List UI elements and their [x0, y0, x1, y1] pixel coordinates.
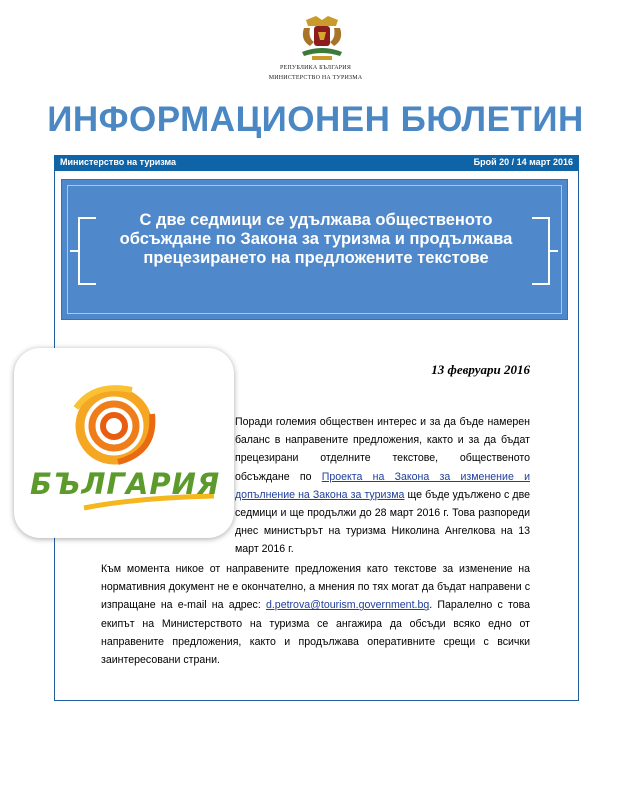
- ministry-label: МИНИСТЕРСТВО НА ТУРИЗМА: [268, 75, 363, 81]
- paragraph-1-text-a: Поради големия обществен интерес и за да бъде намерен баланс в направените предложения, както и за да бъдат прецезирани отделните текстове, общественото обсъждане по: [235, 416, 530, 483]
- bulgaria-logo-text: БЪЛГАРИЯ: [30, 467, 221, 501]
- contact-email-link[interactable]: d.petrova@tourism.government.bg: [265, 599, 430, 612]
- paragraph-2-text-b: . Паралелно с това екипът на Министерството на туризма се ангажира да обсъди всяко едно от направените предложения, както и продължава оперативните срещи с всички заинтересовани страни.: [101, 599, 530, 667]
- issue-number: Брой 20 / 14 март 2016: [473, 157, 573, 167]
- bulletin-title: ИНФОРМАЦИОНЕН БЮЛЕТИН: [47, 100, 584, 139]
- paragraph-2-text-a: Към момента никое от направените предложения като текстове за изменение на нормативния документ не е окончателно, а мнения по тях могат да бъдат направени с изпращане на e-mail на адрес:: [101, 563, 530, 612]
- bulgaria-logo-card: [14, 348, 234, 538]
- left-bracket-tick: [70, 250, 80, 252]
- right-bracket-tick: [548, 250, 558, 252]
- paragraph-1: [235, 413, 530, 559]
- republic-label: РЕПУБЛИКА БЪЛГАРИЯ: [279, 65, 352, 71]
- issue-bar-ministry: Министерство на туризма: [60, 157, 177, 167]
- left-bracket-decoration: [78, 217, 96, 285]
- paragraph-1-text-b: ще бъде удължено с две седмици и ще продължи до 28 март 2016 г. Това разпореди днес министърът на туризма Николина Ангелкова на 13 март 2016 г.: [235, 488, 530, 556]
- article-headline: С две седмици се удължава общественото обсъждане по Закона за туризма и продължава прецезирането на предложените текстове: [119, 211, 513, 267]
- sun-swirl-icon: [14, 348, 234, 538]
- paragraph-2: [101, 560, 530, 669]
- law-project-link[interactable]: Проекта на Закона за изменение и допълнение на Закона за туризма: [235, 470, 530, 501]
- issue-bar: [54, 155, 579, 171]
- coat-of-arms-icon: [296, 12, 348, 62]
- article-date: 13 февруари 2016: [431, 362, 530, 377]
